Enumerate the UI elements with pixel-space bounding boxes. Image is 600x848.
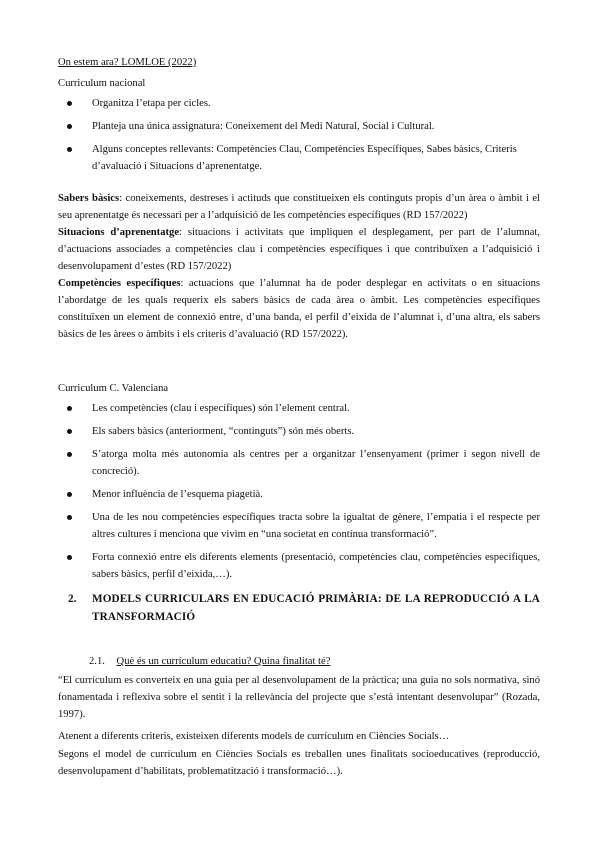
list-item: Els sabers bàsics (anteriorment, “continguts”) són més oberts.: [58, 423, 540, 440]
bullet-icon: [67, 101, 72, 106]
list-item: S’atorga molta més autonomia als centres per a organitzar l’ensenyament (primer i segon nivell de concreció).: [58, 446, 540, 480]
bullet-icon: [67, 429, 72, 434]
subsection-title: Què és un currículum educatiu? Quina finalitat té?: [116, 656, 331, 667]
definition-term: Competències específiques: [58, 278, 181, 289]
definition-paragraph: Situacions d’aprenentatge: situacions i activitats que impliquen el desplegament, per part de l’alumnat, d’actuacions associades a competències clau i competències específiques i que contribuïxen a l’adquisició i desenvolupament d’estes (RD 157/2022): [58, 227, 540, 272]
section-2-heading: [68, 590, 540, 626]
list-item: Planteja una única assignatura: Coneixement del Medi Natural, Social i Cultural.: [58, 118, 540, 135]
body-paragraph: Atenent a diferents criteris, existeixen diferents models de currículum en Ciències Socials…: [58, 731, 450, 742]
bullet-icon: [67, 147, 72, 152]
list-item: Organitza l’etapa per cicles.: [58, 95, 540, 112]
bullet-icon: [67, 124, 72, 129]
bullet-icon: [67, 515, 72, 520]
definition-term: Sabers bàsics: [58, 193, 120, 204]
bullet-icon: [67, 555, 72, 560]
bullet-icon: [67, 406, 72, 411]
section-number: 2.: [68, 593, 77, 605]
subsection-number: 2.1.: [89, 656, 105, 667]
curriculum-label: Curriculum nacional: [58, 78, 146, 89]
valenciana-bullet-list: [58, 400, 540, 589]
intro-bullet-list: [58, 95, 540, 181]
bullet-icon: [67, 452, 72, 457]
section-title: MODELS CURRICULARS EN EDUCACIÓ PRIMÀRIA: DE LA REPRODUCCIÓ A LA TRANSFORMACIÓ: [92, 593, 540, 623]
list-item: Les competències (clau i específiques) són l’element central.: [58, 400, 540, 417]
subsection-heading: [89, 653, 540, 670]
list-item: Forta connexió entre els diferents elements (presentació, competències clau, competències específiques, sabers bàsics, perfil d’eixida,…).: [58, 549, 540, 583]
body-paragraph: Segons el model de currículum en Ciències Socials es treballen unes finalitats socioeducatives (reproducció, desenvolupament d’habilitats, problematització i transformació…).: [58, 749, 540, 777]
section-heading-lomloe: On estem ara? LOMLOE (2022): [58, 57, 197, 68]
list-item: Alguns conceptes rellevants: Competències Clau, Competències Específiques, Sabes bàsics, Criteris d’avaluació i Situacions d’aprenentatge.: [58, 141, 540, 175]
definition-paragraph: Competències específiques: actuacions que l’alumnat ha de poder desplegar en activitats o en situacions l’abordatge de les quals requerix els sabers bàsics de cada àrea o àmbit. Les competències específiques constituïxen un element de connexió entre, d’una banda, el perfil d’eixida de l’alumnat i, d’una altra, els sabers bàsics de les àrees o àmbits i els criteris d’avaluació (RD 157/2022).: [58, 278, 540, 340]
curriculum-valenciana-label: Curriculum C. Valenciana: [58, 383, 169, 394]
definition-paragraph: Sabers bàsics: coneixements, destreses i actituds que constitueixen els continguts propis d’un àrea o àmbit i el seu aprenentatge és necessari per a l’adquisició de les competències específiques (RD 157/2022): [58, 193, 540, 221]
bullet-icon: [67, 492, 72, 497]
definitions-block: [58, 190, 540, 343]
list-item: Menor influència de l’esquema piagetià.: [58, 486, 540, 503]
list-item: Una de les nou competències específiques tracta sobre la igualtat de gènere, l’empatia i el respecte per altres cultures i menciona que vivim en “una societat en contínua transformació”.: [58, 509, 540, 543]
quote-paragraph: “El currículum es converteix en una guia per al desenvolupament de la pràctica; una guia no sols normativa, sinó fonamentada i reflexiva sobre el sentit i la rellevància del projecte que s’està intentant desenvolupar” (Rozada, 1997).: [58, 675, 540, 720]
definition-term: Situacions d’aprenentatge: [58, 227, 180, 238]
